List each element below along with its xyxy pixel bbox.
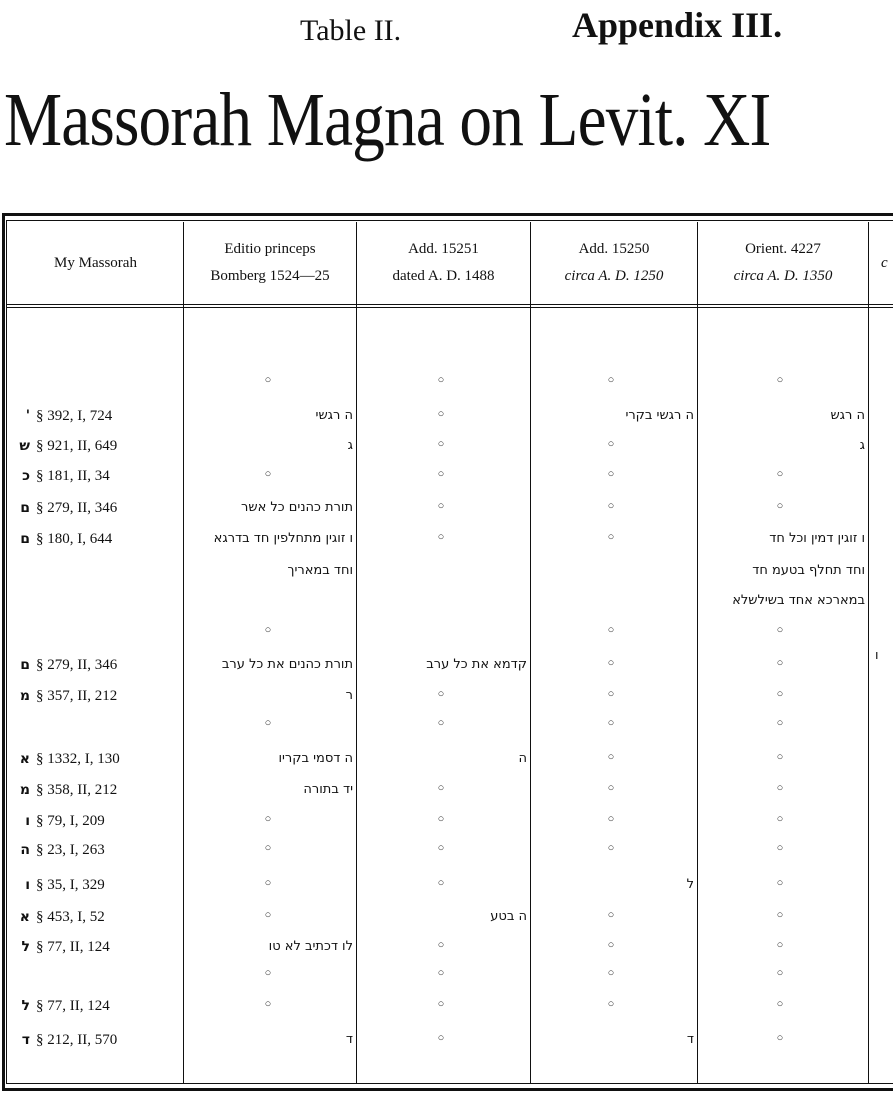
empty-marker-circle: ○ [607, 468, 615, 480]
massorah-reference [14, 408, 174, 425]
empty-marker-circle: ○ [776, 998, 784, 1010]
hebrew-note: ו זוגין מתחלפין חד בדרגא [213, 531, 353, 546]
empty-marker-circle: ○ [776, 1032, 784, 1044]
hebrew-letter: א [19, 751, 30, 767]
hebrew-note: וחד תחלף בטעמ חד [752, 563, 865, 578]
section-reference: § 358, II, 212 [36, 782, 118, 798]
table-label: Table II. [300, 14, 402, 47]
empty-marker-circle: ○ [607, 374, 615, 386]
hebrew-letter: מ [19, 688, 30, 704]
section-reference: § 35, I, 329 [36, 877, 105, 893]
empty-marker-circle: ○ [776, 967, 784, 979]
column-header-line: Editio princeps [224, 241, 316, 257]
section-reference: § 77, II, 124 [36, 998, 110, 1014]
empty-marker-circle: ○ [607, 782, 615, 794]
hebrew-letter: ה [20, 842, 30, 858]
empty-marker-circle: ○ [607, 717, 615, 729]
section-reference: § 357, II, 212 [36, 688, 118, 704]
empty-marker-circle: ○ [437, 782, 445, 794]
empty-marker-circle: ○ [437, 717, 445, 729]
massorah-reference [14, 909, 174, 926]
empty-marker-circle: ○ [607, 438, 615, 450]
hebrew-note: יד בתורה [303, 782, 353, 797]
massorah-reference [14, 877, 174, 894]
hebrew-letter: ל [21, 998, 30, 1014]
empty-marker-circle: ○ [607, 688, 615, 700]
empty-marker-circle: ○ [264, 717, 272, 729]
hebrew-note: תורת כהנים את כל ערב [221, 657, 353, 672]
column-divider [356, 222, 357, 1084]
massorah-reference [14, 500, 174, 517]
column-header-line: circa A. D. 1350 [733, 268, 833, 284]
column-divider [868, 222, 869, 1084]
empty-marker-circle: ○ [437, 468, 445, 480]
empty-marker-circle: ○ [607, 939, 615, 951]
massorah-reference [14, 939, 174, 956]
page-title: Massorah Magna on Levit. XI [4, 78, 771, 162]
edge-mark: ו [875, 648, 879, 663]
hebrew-letter: ו [25, 877, 30, 893]
empty-marker-circle: ○ [264, 468, 272, 480]
column-header-truncated [869, 222, 893, 304]
hebrew-note: וחד במאריך [287, 563, 353, 578]
hebrew-note: ה רגשי [315, 408, 353, 423]
hebrew-letter: ד [21, 1032, 30, 1048]
massorah-reference [14, 782, 174, 799]
section-reference: § 212, II, 570 [36, 1032, 118, 1048]
hebrew-note: ה בטע [490, 909, 527, 924]
column-header-line: Add. 15250 [578, 241, 650, 257]
empty-marker-circle: ○ [264, 813, 272, 825]
section-reference: § 181, II, 34 [36, 468, 110, 484]
massorah-reference [14, 531, 174, 548]
section-reference: § 79, I, 209 [36, 813, 105, 829]
hebrew-note: לו דכתיב לא טו [268, 939, 353, 954]
hebrew-note: תורת כהנים כל אשר [241, 500, 353, 515]
empty-marker-circle: ○ [776, 500, 784, 512]
empty-marker-circle: ○ [437, 967, 445, 979]
empty-marker-circle: ○ [776, 909, 784, 921]
empty-marker-circle: ○ [607, 657, 615, 669]
column-header-line: c [881, 254, 888, 271]
empty-marker-circle: ○ [437, 998, 445, 1010]
column-header-line: Orient. 4227 [745, 241, 821, 257]
section-reference: § 77, II, 124 [36, 939, 110, 955]
empty-marker-circle: ○ [264, 967, 272, 979]
section-reference: § 1332, I, 130 [36, 751, 120, 767]
massorah-reference [14, 1032, 174, 1049]
hebrew-note: ד [345, 1032, 353, 1047]
empty-marker-circle: ○ [264, 877, 272, 889]
column-header-orient-4227 [698, 222, 868, 304]
empty-marker-circle: ○ [607, 842, 615, 854]
hebrew-letter: כ [22, 468, 30, 484]
hebrew-note: ר [345, 688, 353, 703]
hebrew-note: ה [518, 751, 527, 766]
column-header-bomberg [184, 222, 356, 304]
empty-marker-circle: ○ [437, 438, 445, 450]
empty-marker-circle: ○ [776, 842, 784, 854]
empty-marker-circle: ○ [264, 909, 272, 921]
empty-marker-circle: ○ [776, 688, 784, 700]
hebrew-note: ג [347, 438, 353, 453]
massorah-reference [14, 751, 174, 768]
column-divider [530, 222, 531, 1084]
empty-marker-circle: ○ [437, 500, 445, 512]
hebrew-note: ו זוגין דמין וכל חד [769, 531, 865, 546]
empty-marker-circle: ○ [776, 877, 784, 889]
column-header-line: Add. 15251 [408, 241, 479, 257]
massorah-reference [14, 813, 174, 830]
empty-marker-circle: ○ [437, 374, 445, 386]
empty-marker-circle: ○ [776, 717, 784, 729]
hebrew-letter: ל [21, 939, 30, 955]
empty-marker-circle: ○ [437, 531, 445, 543]
hebrew-letter: מ [19, 782, 30, 798]
empty-marker-circle: ○ [607, 500, 615, 512]
hebrew-note: ה רגשי בקרי [625, 408, 694, 423]
empty-marker-circle: ○ [437, 688, 445, 700]
header-rule [6, 304, 893, 305]
hebrew-note: ד [686, 1032, 694, 1047]
empty-marker-circle: ○ [607, 967, 615, 979]
hebrew-letter: ם [20, 657, 30, 673]
section-reference: § 180, I, 644 [36, 531, 113, 547]
empty-marker-circle: ○ [437, 939, 445, 951]
column-header-line: My Massorah [54, 254, 137, 271]
hebrew-note: ה דסמי בקריו [278, 751, 353, 766]
section-reference: § 279, II, 346 [36, 500, 118, 516]
column-header-my-massorah [8, 222, 183, 304]
empty-marker-circle: ○ [607, 909, 615, 921]
column-header-line: Bomberg 1524—25 [210, 268, 330, 284]
empty-marker-circle: ○ [264, 998, 272, 1010]
empty-marker-circle: ○ [776, 813, 784, 825]
hebrew-letter: ו [25, 813, 30, 829]
empty-marker-circle: ○ [607, 624, 615, 636]
column-header-add-15251 [357, 222, 530, 304]
hebrew-note: במארכא אחד בשילשלא [732, 593, 865, 608]
empty-marker-circle: ○ [607, 531, 615, 543]
empty-marker-circle: ○ [776, 782, 784, 794]
column-header-line: circa A. D. 1250 [564, 268, 664, 284]
empty-marker-circle: ○ [607, 813, 615, 825]
section-reference: § 23, I, 263 [36, 842, 105, 858]
hebrew-letter: א [19, 909, 30, 925]
empty-marker-circle: ○ [776, 657, 784, 669]
hebrew-note: קדמא את כל ערב [426, 657, 527, 672]
column-header-add-15250 [531, 222, 697, 304]
massorah-reference [14, 468, 174, 485]
section-reference: § 279, II, 346 [36, 657, 118, 673]
column-divider [697, 222, 698, 1084]
massorah-reference [14, 657, 174, 674]
hebrew-note: ל [686, 877, 694, 892]
empty-marker-circle: ○ [264, 374, 272, 386]
empty-marker-circle: ○ [607, 998, 615, 1010]
empty-marker-circle: ○ [776, 624, 784, 636]
empty-marker-circle: ○ [776, 374, 784, 386]
empty-marker-circle: ○ [264, 842, 272, 854]
empty-marker-circle: ○ [437, 1032, 445, 1044]
hebrew-letter: ם [20, 500, 30, 516]
hebrew-letter: ם [20, 531, 30, 547]
header-rule [6, 307, 893, 308]
hebrew-note: ה רגש [830, 408, 865, 423]
hebrew-note: ג [859, 438, 865, 453]
empty-marker-circle: ○ [607, 751, 615, 763]
empty-marker-circle: ○ [437, 842, 445, 854]
section-reference: § 921, II, 649 [36, 438, 118, 454]
empty-marker-circle: ○ [437, 813, 445, 825]
massorah-reference [14, 438, 174, 455]
column-divider [183, 222, 184, 1084]
empty-marker-circle: ○ [264, 624, 272, 636]
massorah-reference [14, 998, 174, 1015]
empty-marker-circle: ○ [437, 877, 445, 889]
empty-marker-circle: ○ [437, 408, 445, 420]
massorah-reference [14, 842, 174, 859]
empty-marker-circle: ○ [776, 751, 784, 763]
column-header-line: dated A. D. 1488 [392, 268, 495, 284]
section-reference: § 392, I, 724 [36, 408, 113, 424]
section-reference: § 453, I, 52 [36, 909, 105, 925]
hebrew-letter: ' [25, 408, 30, 424]
empty-marker-circle: ○ [776, 468, 784, 480]
massorah-reference [14, 688, 174, 705]
hebrew-letter: ש [19, 438, 30, 454]
empty-marker-circle: ○ [776, 939, 784, 951]
appendix-label: Appendix III. [572, 5, 783, 45]
